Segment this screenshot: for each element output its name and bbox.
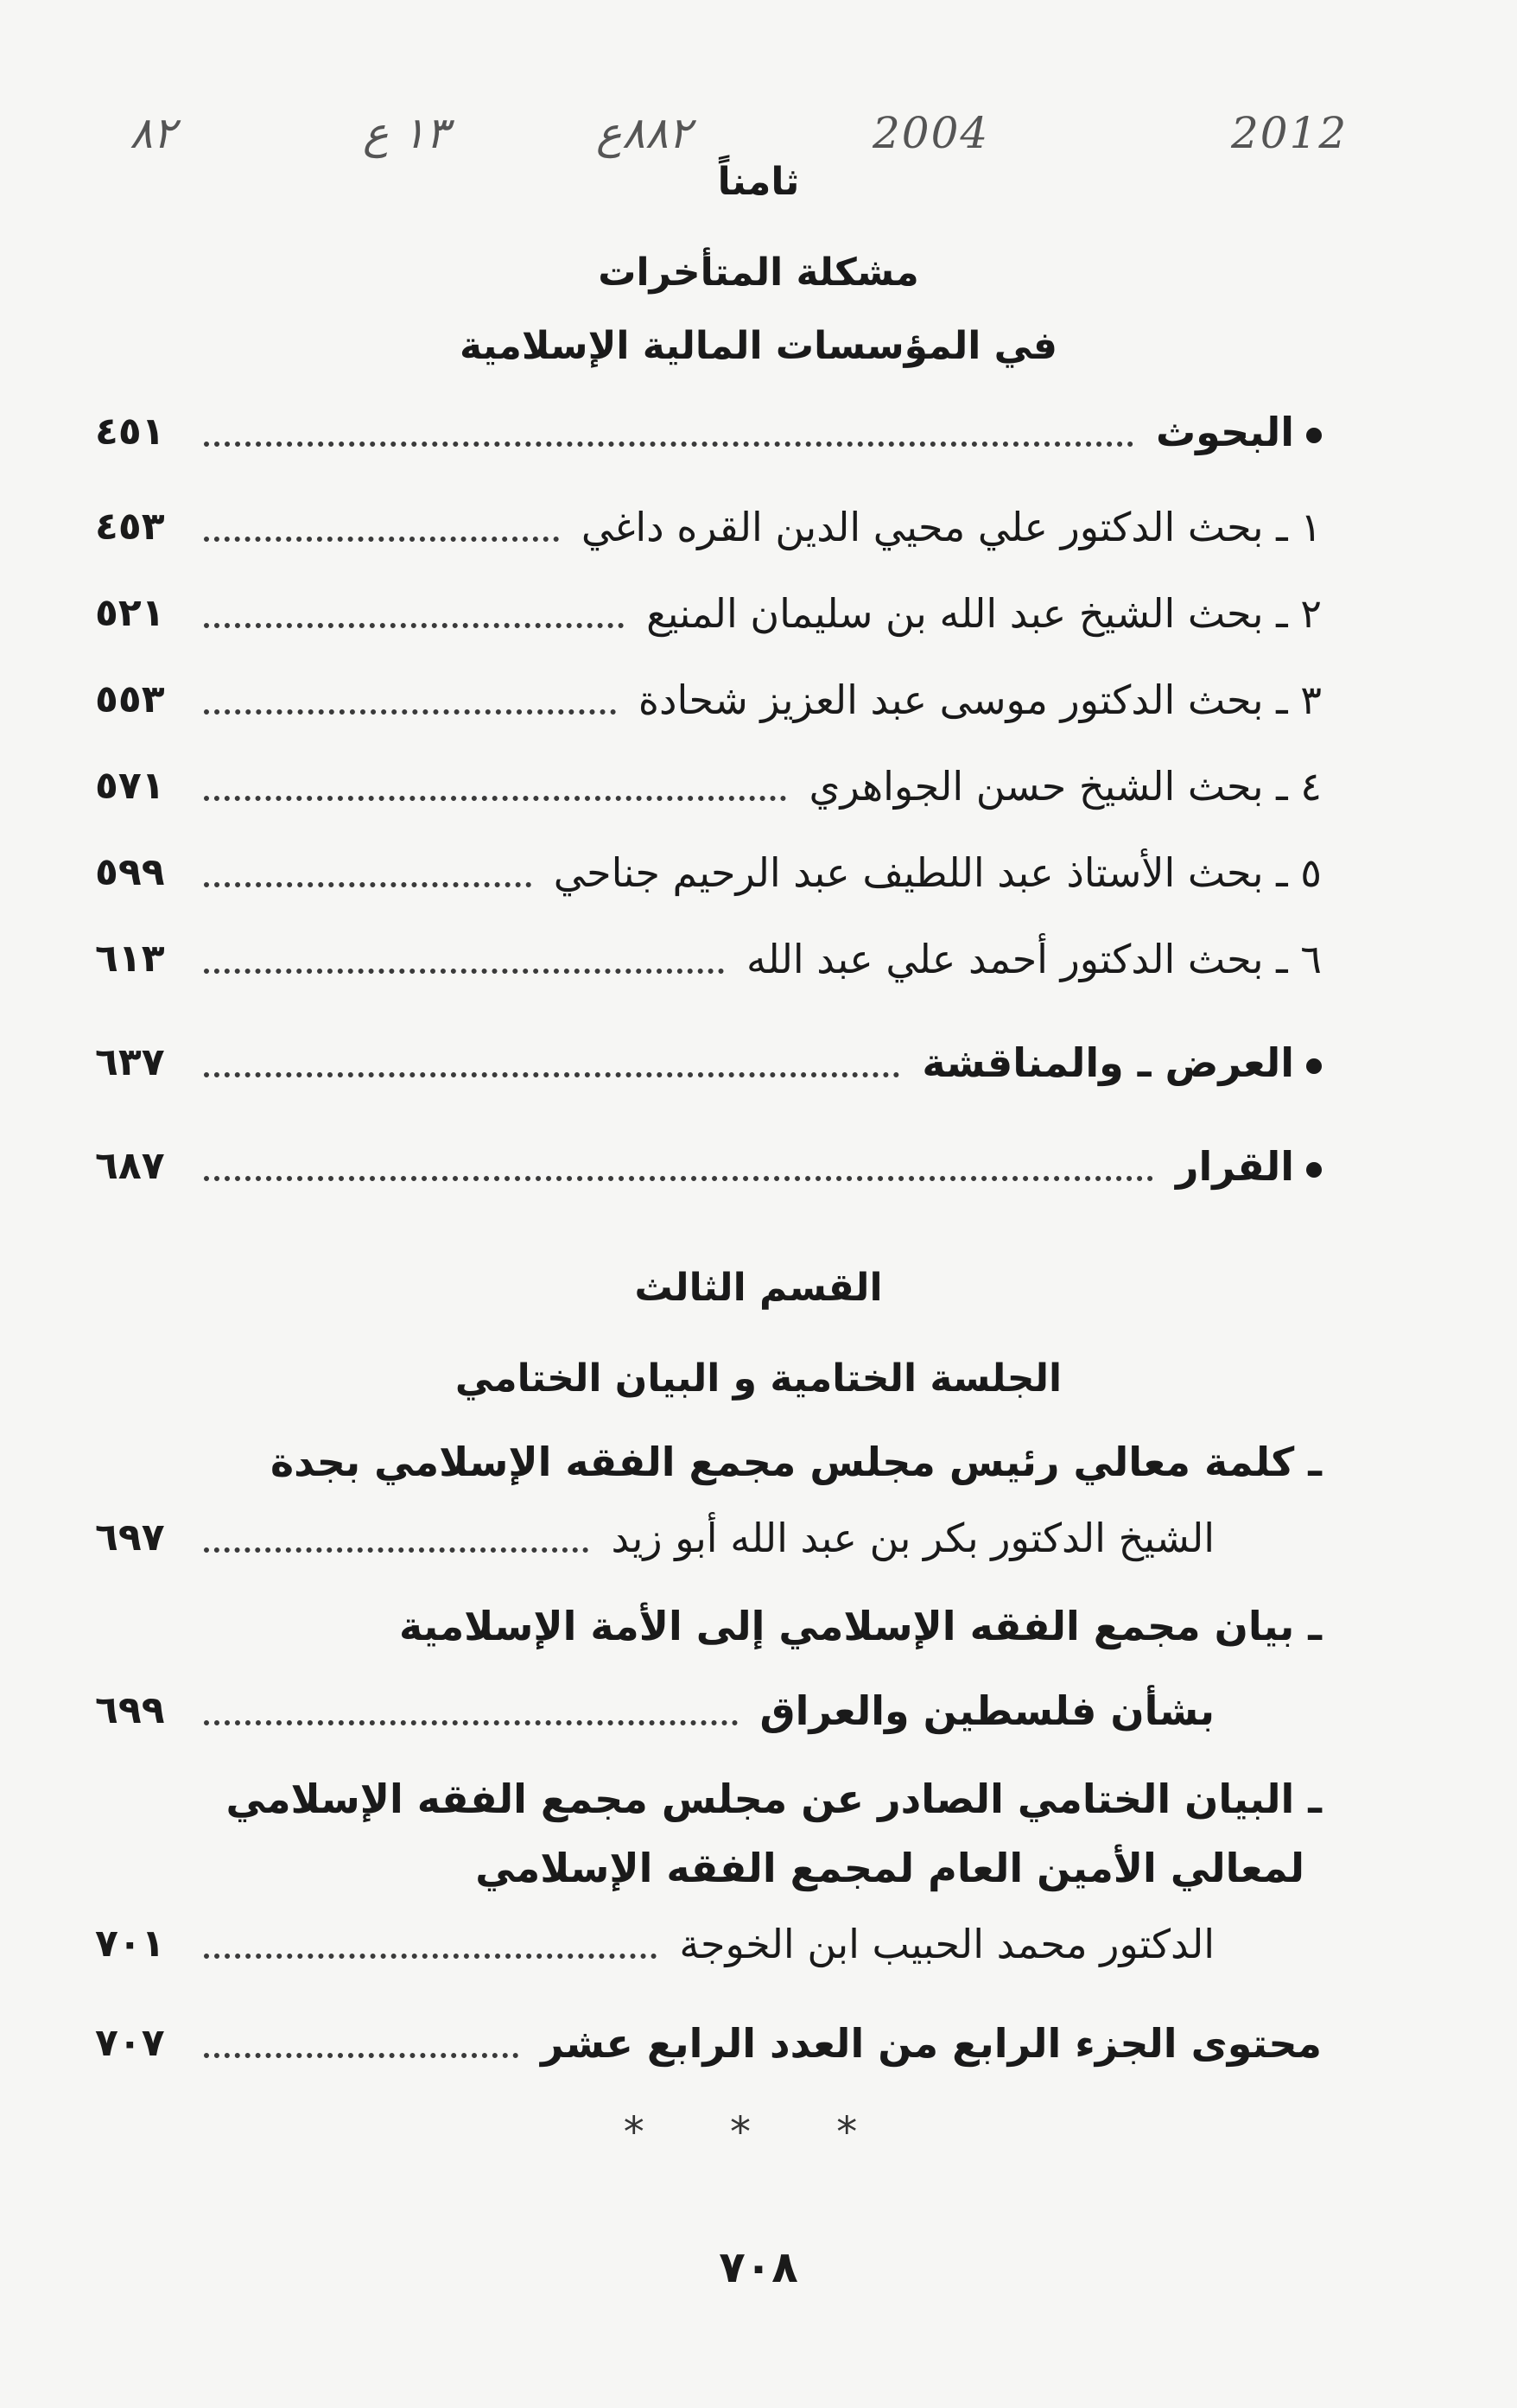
leader-dots — [204, 882, 531, 887]
bullet-icon — [1306, 428, 1322, 443]
toc-entry-label: ٦ ـ بحث الدكتور أحمد علي عبد الله — [746, 936, 1322, 982]
toc-entry-label: العرض ـ والمناقشة — [922, 1032, 1322, 1093]
toc-entry-label: ٣ ـ بحث الدكتور موسى عبد العزيز شحادة — [638, 677, 1322, 723]
page-ref: ٥٧١ — [95, 764, 165, 808]
leader-dots — [204, 709, 616, 715]
page-ref: ٦٣٧ — [95, 1040, 165, 1084]
toc-entry-label: الشيخ الدكتور بكر بن عبد الله أبو زيد — [611, 1515, 1215, 1561]
toc-entry-label: البحوث — [1156, 402, 1322, 462]
toc-entry-label: ٥ ـ بحث الأستاذ عبد اللطيف عبد الرحيم جناحي — [553, 849, 1322, 896]
toc-entry — [95, 670, 1322, 730]
toc-entry — [95, 929, 1322, 989]
page-ref: ٥٢١ — [95, 591, 165, 635]
toc-entry — [95, 2013, 1322, 2074]
toc-entry — [95, 842, 1322, 903]
toc-entry — [95, 1914, 1322, 1974]
toc-entry-line: ـ بيان مجمع الفقه الإسلامي إلى الأمة الإسلامية — [399, 1603, 1322, 1649]
page-ref: ٤٥٣ — [95, 505, 165, 549]
toc-entry — [95, 1032, 1322, 1093]
leader-dots — [204, 796, 786, 801]
toc-entry — [95, 402, 1322, 462]
page-ref: ٧٠٧ — [95, 2021, 165, 2065]
toc-entry — [95, 1136, 1322, 1197]
toc-entry — [95, 1508, 1322, 1568]
section-label: القسم الثالث — [634, 1266, 883, 1310]
page-ref: ٥٥٣ — [95, 677, 165, 721]
toc-entry-line: ـ كلمة معالي رئيس مجلس مجمع الفقه الإسلامي بجدة — [270, 1439, 1322, 1485]
page-ref: ٦٩٩ — [95, 1688, 165, 1732]
leader-dots — [204, 1072, 899, 1077]
toc-entry-label: ٤ ـ بحث الشيخ حسن الجواهري — [809, 763, 1322, 810]
handwritten-note: 2004 — [873, 108, 990, 158]
page-ref: ٦٨٧ — [95, 1144, 165, 1188]
leader-dots — [204, 1954, 657, 1959]
page-ref: ٧٠١ — [95, 1922, 165, 1966]
toc-entry-line: لمعالي الأمين العام لمجمع الفقه الإسلامي — [475, 1845, 1304, 1891]
separator-stars: * * * — [623, 2108, 894, 2157]
bullet-icon — [1306, 1058, 1322, 1074]
leader-dots — [204, 1176, 1153, 1181]
toc-entry-label: القرار — [1176, 1136, 1322, 1197]
toc-entry-label: الدكتور محمد الحبيب ابن الخوجة — [679, 1921, 1215, 1967]
leader-dots — [204, 969, 724, 974]
handwritten-note: ٨٨٢ع — [596, 108, 692, 158]
section-label: ثامناً — [717, 160, 800, 204]
leader-dots — [204, 537, 559, 542]
section-title: مشكلة المتأخرات — [598, 251, 919, 295]
bullet-icon — [1306, 1162, 1322, 1178]
toc-entry — [95, 756, 1322, 816]
toc-entry-label: ١ ـ بحث الدكتور علي محيي الدين القره داغي — [581, 504, 1322, 550]
page-ref: ٥٩٩ — [95, 850, 165, 894]
leader-dots — [204, 2053, 518, 2058]
leader-dots — [204, 1547, 588, 1553]
page-ref: ٦١٣ — [95, 937, 165, 981]
leader-dots — [204, 442, 1133, 447]
toc-entry-label: ٢ ـ بحث الشيخ عبد الله بن سليمان المنيع — [646, 590, 1322, 637]
page-ref: ٤٥١ — [95, 410, 165, 454]
toc-entry — [95, 1681, 1322, 1741]
toc-entry — [95, 497, 1322, 557]
handwritten-note: ٨٢ — [130, 108, 176, 158]
handwritten-note: 2012 — [1231, 108, 1349, 158]
section-subtitle: في المؤسسات المالية الإسلامية — [460, 324, 1057, 368]
toc-entry-line: ـ البيان الختامي الصادر عن مجلس مجمع الفقه الإسلامي — [225, 1776, 1322, 1822]
toc-entry-label: محتوى الجزء الرابع من العدد الرابع عشر — [541, 2020, 1322, 2067]
section-title: الجلسة الختامية و البيان الختامي — [454, 1356, 1063, 1401]
handwritten-note: ١٣ ع — [363, 108, 449, 158]
toc-entry — [95, 583, 1322, 644]
toc-entry-label: بشأن فلسطين والعراق — [759, 1687, 1215, 1734]
leader-dots — [204, 623, 624, 628]
leader-dots — [204, 1720, 738, 1725]
page-number: ٧٠٨ — [719, 2242, 798, 2292]
page-ref: ٦٩٧ — [95, 1515, 165, 1560]
